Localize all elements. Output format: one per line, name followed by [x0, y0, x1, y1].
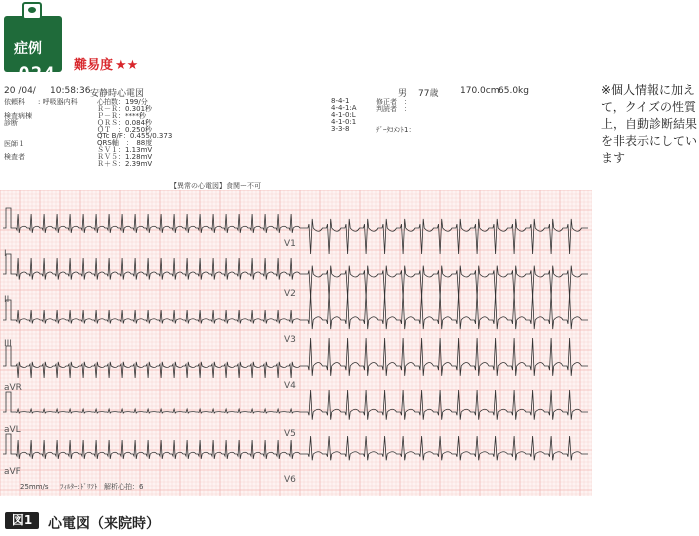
lead-label-i: I: [4, 249, 7, 259]
ecg-exam-type: 安静時心電図: [90, 89, 145, 99]
star-icons: ★★: [115, 58, 139, 73]
lead-label-iii: III: [4, 339, 12, 349]
lead-label-v4: V4: [284, 381, 296, 391]
measurement-qrs: ＱＲＳ：0.084秒: [97, 119, 153, 127]
ecg-svg: [0, 190, 592, 496]
privacy-note: ※個人情報に加えて，クイズの性質上，自動診断結果を非表示にしています: [601, 83, 698, 165]
data-comment-label: ﾃﾞｰﾀｺﾒﾝﾄ1：: [376, 126, 416, 134]
corrector-label: 修正者 ：: [376, 98, 411, 106]
ward-label: 検査病棟: [4, 112, 32, 120]
lead-label-ii: II: [4, 295, 10, 305]
technician-label: 検査者: [4, 153, 25, 161]
dept-label: 依頼科: [4, 98, 25, 106]
case-number: 024: [18, 63, 56, 85]
doctor-label: 医師１: [4, 140, 25, 148]
diagnosis-label: 診断: [4, 119, 18, 127]
lead-label-v3: V3: [284, 335, 296, 345]
measurement-pr: Ｐ－Ｒ：****秒: [97, 112, 146, 120]
measurement-sv1: ＳＶ１：1.13mV: [97, 146, 153, 154]
lead-label-avr: aVR: [4, 383, 22, 393]
measurement-rs: Ｒ＋Ｓ：2.39mV: [97, 160, 153, 168]
judge-label: 判読者 ：: [376, 105, 411, 113]
patient-sex: 男: [398, 89, 408, 99]
code-1: 8-4-1: [331, 97, 350, 105]
clipboard-icon: [22, 2, 42, 20]
measurement-qrs-axis: QRS軸 ： 88度: [97, 139, 153, 147]
lead-label-v2: V2: [284, 289, 296, 299]
case-badge: [4, 16, 62, 85]
code-2: 4-4-1:A: [331, 104, 357, 112]
measurement-hr: 心拍数：199/分: [97, 98, 148, 106]
measurement-rr: Ｒ－Ｒ：0.301秒: [97, 105, 153, 113]
dept-value: : 呼吸器内科: [38, 98, 78, 106]
ecg-date: 20 /04/: [4, 86, 36, 96]
measurement-qtc: QTc B/F：0.455/0.373: [97, 132, 173, 140]
figure-number: 図1: [5, 512, 39, 529]
code-5: 3-3-8: [331, 125, 350, 133]
difficulty-label: 難易度: [74, 58, 114, 73]
patient-height: 170.0cm: [460, 86, 500, 96]
ecg-footer-filter: ﾌｨﾙﾀｰ:ﾄﾞﾘﾌﾄ: [60, 483, 98, 491]
lead-label-v6: V6: [284, 475, 296, 485]
figure-caption: 心電図（来院時）: [48, 516, 160, 532]
lead-label-avf: aVF: [4, 467, 21, 477]
patient-weight: 65.0kg: [498, 86, 529, 96]
lead-label-avl: aVL: [4, 425, 21, 435]
measurement-qt: ＱＴ ：0.250秒: [97, 126, 153, 134]
ecg-footer-speed: 25mm/s: [20, 483, 49, 491]
patient-age: 77歳: [418, 89, 439, 99]
ecg-time: 10:58:36: [50, 86, 91, 96]
ecg-caption: 【異常の心電図】食関ー不可: [170, 182, 261, 190]
lead-label-v1: V1: [284, 239, 296, 249]
code-3: 4-1-0:L: [331, 111, 356, 119]
code-4: 4-1-0:1: [331, 118, 357, 126]
difficulty-rating: [74, 54, 138, 73]
ecg-strip: [0, 190, 592, 496]
ecg-footer-beats: 解析心拍：6: [104, 483, 144, 491]
case-label: 症例: [14, 41, 42, 57]
measurement-rv5: ＲＶ５：1.28mV: [97, 153, 153, 161]
lead-label-v5: V5: [284, 429, 296, 439]
